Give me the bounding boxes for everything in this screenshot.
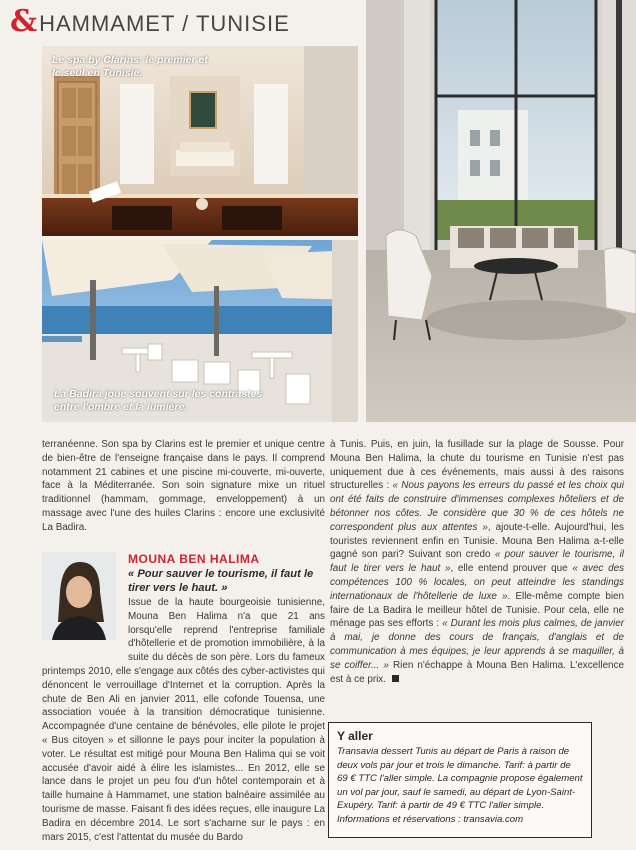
spa-caption: Le spa by Clarins: le premier et le seul en Tunisie.: [52, 54, 208, 79]
travel-info-box: [328, 722, 592, 838]
lobby-illustration: [366, 0, 636, 422]
article-end-mark: [392, 675, 399, 682]
right-p1-quote2: « pour sauver le tourisme, il faut le tirer vers le haut »: [330, 549, 625, 575]
header-title: HAMMAMET / TUNISIE: [39, 11, 290, 36]
terrace-photo: [42, 240, 358, 422]
right-column-text: [330, 438, 624, 686]
right-p1-mid3: . Elle-même compte bien faire de La Badira le meilleur hôtel de Tunisie. Pour cela, elle ne ménage pas ses efforts :: [330, 590, 625, 630]
right-p1-quote: « Nous payons les erreurs du passé et les choix qui ont été faits de construire d'immenses complexes hôteliers et de bétonner nos côtes. Je considère que 30 % de ces hôtels ne correspondent plus aux attentes »: [330, 480, 624, 533]
terrace-caption: La Badira joue souvent sur les contrastes entre l'ombre et la lumière.: [54, 388, 263, 413]
bio-text: Issue de la haute bourgeoisie tunisienne, Mouna Ben Halima n'a que 21 ans lorsqu'elle reprend l'entreprise familiale d'hôtellerie et de promotion immobilière, à la suite du décès de son père. Lors du fameux printemps 2010, elle s'engage aux côtés des cyber-activistes qui dénoncent le verrouillage d'Internet et la corruption. Après la chute de Ben Ali en janvier 2011, elle cofonde Touensa, une association vouée à la transition démocratique tunisienne. Accompagnée d'une centaine de bénévoles, elle pilote le projet « Bus citoyen » et sillonne le pays pour inciter la population à voter. Le résultat est mitigé pour Mouna Ben Halima qui se voit accusée d'avoir aidé à élire les islamistes... En 2012, elle se lance dans le projet un peu fou d'un hôtel contemporain et à taille humaine à Hammamet, une station balnéaire assimilée au tourisme de masse. Faisant fi des idées reçues, elle inaugure La Badira en décembre 2014. Le sort s'acharne sur le pays : en mars 2015, c'est l'attentat du musée du Bardo: [42, 597, 325, 843]
profile-name: MOUNA BEN HALIMA: [128, 552, 260, 566]
header-ampersand: &: [10, 4, 38, 39]
info-box-text: Transavia dessert Tunis au départ de Paris à raison de deux vols par jour et trois le dimanche. Tarif: à partir de 69 € TTC l'aller simple. La compagnie propose également un vol par jour, sauf le samedi, au départ de Lyon-Saint-Exupéry. Tarif: à partir de 49 € TTC l'aller simple.: [337, 746, 583, 812]
profile-bio: [42, 596, 325, 844]
right-p1-quote4: « Durant les mois plus calmes, de janvier à mai, je donne des cours de français, d'anglais et de communication à mes équipes, je leur apprends à se maquiller, à se coiffer... »: [330, 618, 624, 671]
intro-paragraph: terranéenne. Son spa by Clarins est le premier et unique centre de bien-être de l'enseigne française dans le pays. Il comprend notamment 21 cabines et une piscine mi-couverte, mi-ouverte, face à la Méditerranée. Son soin signature mixe un rituel traditionnel (hammam, gommage, enveloppement) à un massage avec l'une des huiles Clarins : encore une exclusivité La Badira.: [42, 439, 325, 533]
right-p1-mid: , ajoute-t-elle. Aujourd'hui, les touristes reviennent enfin en Tunisie. Mouna Ben Halima a-t-elle gagné son pari? Suivant son credo: [330, 521, 624, 561]
spa-photo: [42, 46, 358, 236]
lobby-photo: [366, 0, 636, 422]
info-box-link-text: Informations et réservations : transavia.com: [337, 813, 524, 825]
page-header: [10, 4, 290, 39]
right-p1-start: à Tunis. Puis, en juin, la fusillade sur la plage de Sousse. Pour Mouna Ben Halima, la chute du tourisme en Tunisie n'est pas uniquement due à ces événements, mais aussi à des raisons structurelles :: [330, 439, 624, 492]
pull-quote: « Pour sauver le tourisme, il faut le tirer vers le haut. »: [128, 568, 314, 594]
info-box-title: Y aller: [337, 729, 373, 743]
bio-float-spacer: [42, 596, 128, 654]
right-p1-end: Rien n'échappe à Mouna Ben Halima. L'excellence est à ce prix.: [330, 659, 624, 685]
right-p1-mid2: , elle entend prouver que: [450, 563, 573, 575]
right-p1-quote3: « avec des compétences 100 % locales, on peut atteindre les standings internationaux de l'hôtellerie de luxe »: [330, 563, 625, 602]
